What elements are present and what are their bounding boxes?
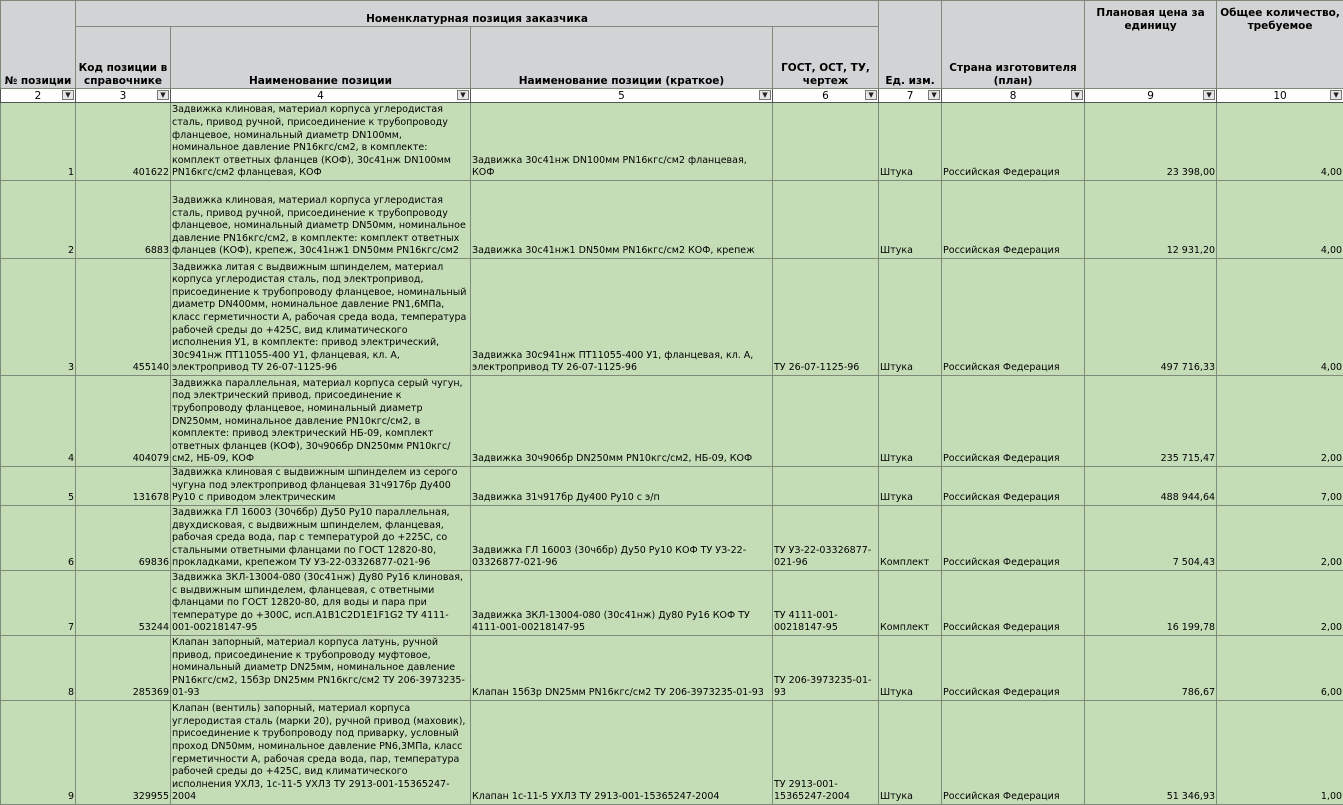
column-number-label: 4 bbox=[317, 89, 324, 102]
cell-name[interactable]: Задвижка клиновая с выдвижным шпинделем из серого чугуна под электропривод фланцевая 31ч917бр Ду400 Ру10 с приводом электрическим bbox=[171, 467, 471, 506]
table-row bbox=[1, 259, 1343, 376]
column-number-label: 8 bbox=[1009, 89, 1017, 102]
table-row bbox=[1, 636, 1343, 701]
column-number-label: 10 bbox=[1273, 89, 1287, 102]
table-row bbox=[1, 181, 1343, 259]
table-row bbox=[1, 506, 1343, 571]
cell-position-number[interactable]: 1 bbox=[1, 103, 76, 181]
cell-short-name[interactable]: Задвижка 31ч917бр Ду400 Ру10 с э/п bbox=[471, 467, 773, 506]
cell-short-name[interactable]: Задвижка 30ч906бр DN250мм PN10кгс/см2, НБ-09, КОФ bbox=[471, 376, 773, 467]
cell-unit[interactable]: Штука bbox=[879, 701, 942, 805]
col-header-position-number[interactable]: № позиции bbox=[1, 1, 76, 89]
filter-cell bbox=[1085, 89, 1217, 103]
cell-gost[interactable]: ТУ УЗ-22-03326877-021-96 bbox=[773, 506, 879, 571]
cell-name[interactable]: Клапан (вентиль) запорный, материал корпуса углеродистая сталь (марки 20), ручной привод (маховик), присоединение к трубопроводу под приварку, условный проход DN50мм, номинальное давление PN6,3МПа, класс герметичности А, рабочая среда вода, пар, температура рабочей среды до +425С, вид климатического исполнения УХЛ3, 1с-11-5 УХЛ3 ТУ 2913-001-15365247-2004 bbox=[171, 701, 471, 805]
col-header-group-customer-nomenclature[interactable]: Номенклатурная позиция заказчика bbox=[76, 1, 879, 27]
cell-name[interactable]: Задвижка параллельная, материал корпуса серый чугун, под электрический привод, присоединение к трубопроводу фланцевое, номинальный диаметр DN250мм, номинальное давление PN10кгс/см2, в комплекте: привод электрический НБ-09, комплект ответных фланцев (КОФ), 30ч906бр DN250мм PN10кгс/см2, НБ-09, КОФ bbox=[171, 376, 471, 467]
cell-short-name[interactable]: Задвижка 30с941нж ПТ11055-400 У1, фланцевая, кл. А, электропривод ТУ 26-07-1125-96 bbox=[471, 259, 773, 376]
cell-country[interactable]: Российская Федерация bbox=[942, 467, 1085, 506]
filter-dropdown-icon[interactable]: ▼ bbox=[457, 90, 469, 100]
cell-gost[interactable] bbox=[773, 467, 879, 506]
cell-code[interactable]: 329955 bbox=[76, 701, 171, 805]
filter-dropdown-icon[interactable]: ▼ bbox=[1071, 90, 1083, 100]
cell-position-number[interactable]: 6 bbox=[1, 506, 76, 571]
cell-code[interactable]: 53244 bbox=[76, 571, 171, 636]
filter-dropdown-icon[interactable]: ▼ bbox=[1330, 90, 1342, 100]
cell-price[interactable]: 497 716,33 bbox=[1085, 259, 1217, 376]
cell-quantity[interactable]: 4,00 bbox=[1217, 181, 1343, 259]
cell-short-name[interactable]: Задвижка 30с41нж DN100мм PN16кгс/см2 фланцевая, КОФ bbox=[471, 103, 773, 181]
filter-cell bbox=[76, 89, 171, 103]
cell-short-name[interactable]: Клапан 15б3р DN25мм PN16кгс/см2 ТУ 206-3973235-01-93 bbox=[471, 636, 773, 701]
cell-quantity[interactable]: 2,00 bbox=[1217, 376, 1343, 467]
cell-unit[interactable]: Комплект bbox=[879, 506, 942, 571]
col-header-planned-price[interactable]: Плановая цена за единицу bbox=[1085, 1, 1217, 89]
cell-country[interactable]: Российская Федерация bbox=[942, 103, 1085, 181]
cell-unit[interactable]: Штука bbox=[879, 636, 942, 701]
cell-code[interactable]: 455140 bbox=[76, 259, 171, 376]
col-header-total-quantity[interactable]: Общее количество, требуемое bbox=[1217, 1, 1343, 89]
filter-cell bbox=[1, 89, 76, 103]
cell-code[interactable]: 131678 bbox=[76, 467, 171, 506]
cell-country[interactable]: Российская Федерация bbox=[942, 636, 1085, 701]
cell-name[interactable]: Задвижка клиновая, материал корпуса углеродистая сталь, привод ручной, присоединение к трубопроводу фланцевое, номинальный диаметр DN100мм, номинальное давление PN16кгс/см2, в комплекте: комплект ответных фланцев (КОФ), 30с41нж DN100мм PN16кгс/см2 фланцевая, КОФ bbox=[171, 103, 471, 181]
filter-cell bbox=[879, 89, 942, 103]
cell-short-name[interactable]: Клапан 1с-11-5 УХЛ3 ТУ 2913-001-15365247-2004 bbox=[471, 701, 773, 805]
cell-gost[interactable]: ТУ 26-07-1125-96 bbox=[773, 259, 879, 376]
cell-price[interactable]: 7 504,43 bbox=[1085, 506, 1217, 571]
filter-dropdown-icon[interactable]: ▼ bbox=[928, 90, 940, 100]
filter-row bbox=[1, 89, 1343, 103]
cell-quantity[interactable]: 4,00 bbox=[1217, 103, 1343, 181]
filter-dropdown-icon[interactable]: ▼ bbox=[865, 90, 877, 100]
filter-cell bbox=[942, 89, 1085, 103]
filter-cell bbox=[773, 89, 879, 103]
cell-position-number[interactable]: 8 bbox=[1, 636, 76, 701]
cell-price[interactable]: 51 346,93 bbox=[1085, 701, 1217, 805]
cell-name[interactable]: Задвижка ГЛ 16003 (30ч6бр) Ду50 Ру10 параллельная, двухдисковая, с выдвижным шпинделем, фланцевая, рабочая среда вода, пар с температурой до +225С, со стальными ответными фланцами по ГОСТ 12820-80, прокладками, крепежом ТУ УЗ-22-03326877-021-96 bbox=[171, 506, 471, 571]
cell-position-number[interactable]: 3 bbox=[1, 259, 76, 376]
table-body bbox=[1, 103, 1343, 805]
cell-code[interactable]: 401622 bbox=[76, 103, 171, 181]
cell-unit[interactable]: Штука bbox=[879, 181, 942, 259]
col-header-short-name[interactable]: Наименование позиции (краткое) bbox=[471, 27, 773, 89]
cell-position-number[interactable]: 5 bbox=[1, 467, 76, 506]
cell-name[interactable]: Клапан запорный, материал корпуса латунь, ручной привод, присоединение к трубопроводу муфтовое, номинальный диаметр DN25мм, номинальное давление PN16кгс/см2, 15б3р DN25мм PN16кгс/см2 ТУ 206-3973235-01-93 bbox=[171, 636, 471, 701]
column-number-label: 5 bbox=[618, 89, 625, 102]
table-row bbox=[1, 701, 1343, 805]
cell-gost[interactable]: ТУ 206-3973235-01-93 bbox=[773, 636, 879, 701]
cell-gost[interactable] bbox=[773, 103, 879, 181]
cell-quantity[interactable]: 2,00 bbox=[1217, 506, 1343, 571]
cell-name[interactable]: Задвижка клиновая, материал корпуса углеродистая сталь, привод ручной, присоединение к трубопроводу фланцевое, номинальный диаметр DN50мм, номинальное давление PN16кгс/см2, в комплекте: комплект ответных фланцев (КОФ), крепеж, 30с41нж1 DN50мм PN16кгс/см2 bbox=[171, 181, 471, 259]
cell-short-name[interactable]: Задвижка ЗКЛ-13004-080 (30с41нж) Ду80 Ру16 КОФ ТУ 4111-001-00218147-95 bbox=[471, 571, 773, 636]
cell-unit[interactable]: Штука bbox=[879, 259, 942, 376]
cell-price[interactable]: 12 931,20 bbox=[1085, 181, 1217, 259]
filter-cell bbox=[471, 89, 773, 103]
table-row bbox=[1, 571, 1343, 636]
cell-unit[interactable]: Штука bbox=[879, 467, 942, 506]
cell-quantity[interactable]: 2,00 bbox=[1217, 571, 1343, 636]
cell-country[interactable]: Российская Федерация bbox=[942, 701, 1085, 805]
filter-dropdown-icon[interactable]: ▼ bbox=[157, 90, 169, 100]
cell-country[interactable]: Российская Федерация bbox=[942, 571, 1085, 636]
cell-code[interactable]: 69836 bbox=[76, 506, 171, 571]
cell-price[interactable]: 786,67 bbox=[1085, 636, 1217, 701]
col-header-gost[interactable]: ГОСТ, ОСТ, ТУ, чертеж bbox=[773, 27, 879, 89]
cell-country[interactable]: Российская Федерация bbox=[942, 181, 1085, 259]
cell-unit[interactable]: Штука bbox=[879, 103, 942, 181]
cell-gost[interactable] bbox=[773, 376, 879, 467]
col-header-code[interactable]: Код позиции в справочнике bbox=[76, 27, 171, 89]
cell-short-name[interactable]: Задвижка ГЛ 16003 (30ч6бр) Ду50 Ру10 КОФ ТУ УЗ-22-03326877-021-96 bbox=[471, 506, 773, 571]
column-number-label: 3 bbox=[119, 89, 127, 102]
cell-quantity[interactable]: 4,00 bbox=[1217, 259, 1343, 376]
cell-price[interactable]: 23 398,00 bbox=[1085, 103, 1217, 181]
cell-country[interactable]: Российская Федерация bbox=[942, 259, 1085, 376]
col-header-country[interactable]: Страна изготовителя (план) bbox=[942, 1, 1085, 89]
cell-short-name[interactable]: Задвижка 30с41нж1 DN50мм PN16кгс/см2 КОФ, крепеж bbox=[471, 181, 773, 259]
cell-position-number[interactable]: 2 bbox=[1, 181, 76, 259]
column-number-label: 9 bbox=[1147, 89, 1154, 102]
cell-quantity[interactable]: 7,00 bbox=[1217, 467, 1343, 506]
cell-gost[interactable]: ТУ 2913-001-15365247-2004 bbox=[773, 701, 879, 805]
cell-unit[interactable]: Комплект bbox=[879, 571, 942, 636]
column-number-label: 7 bbox=[906, 89, 914, 102]
filter-dropdown-icon[interactable]: ▼ bbox=[1203, 90, 1215, 100]
filter-cell bbox=[171, 89, 471, 103]
cell-price[interactable]: 235 715,47 bbox=[1085, 376, 1217, 467]
cell-unit[interactable]: Штука bbox=[879, 376, 942, 467]
cell-country[interactable]: Российская Федерация bbox=[942, 506, 1085, 571]
cell-country[interactable]: Российская Федерация bbox=[942, 376, 1085, 467]
filter-dropdown-icon[interactable]: ▼ bbox=[62, 90, 74, 100]
cell-code[interactable]: 404079 bbox=[76, 376, 171, 467]
table-row bbox=[1, 467, 1343, 506]
col-header-name[interactable]: Наименование позиции bbox=[171, 27, 471, 89]
cell-quantity[interactable]: 6,00 bbox=[1217, 636, 1343, 701]
cell-position-number[interactable]: 7 bbox=[1, 571, 76, 636]
column-number-label: 6 bbox=[822, 89, 829, 102]
cell-position-number[interactable]: 4 bbox=[1, 376, 76, 467]
cell-name[interactable]: Задвижка литая с выдвижным шпинделем, материал корпуса углеродистая сталь, под электропривод, присоединение к трубопроводу фланцевое, номинальный диаметр DN400мм, номинальное давление PN1,6МПа, класс герметичности А, рабочая среда вода, температура рабочей среды до +425С, вид климатического исполнения У1, в комплекте: привод электрический, 30с941нж ПТ11055-400 У1, фланцевая, кл. А, электропривод ТУ 26-07-1125-96 bbox=[171, 259, 471, 376]
cell-price[interactable]: 488 944,64 bbox=[1085, 467, 1217, 506]
cell-name[interactable]: Задвижка ЗКЛ-13004-080 (30с41нж) Ду80 Ру16 клиновая, с выдвижным шпинделем, фланцевая, с ответными фланцами по ГОСТ 12820-80, для воды и пара при температуре до +300С, исп.А1В1С2D1Е1F1G2 ТУ 4111-001-00218147-95 bbox=[171, 571, 471, 636]
cell-code[interactable]: 285369 bbox=[76, 636, 171, 701]
cell-gost[interactable] bbox=[773, 181, 879, 259]
cell-gost[interactable]: ТУ 4111-001-00218147-95 bbox=[773, 571, 879, 636]
filter-cell bbox=[1217, 89, 1343, 103]
cell-quantity[interactable]: 1,00 bbox=[1217, 701, 1343, 805]
cell-price[interactable]: 16 199,78 bbox=[1085, 571, 1217, 636]
table-row bbox=[1, 103, 1343, 181]
cell-code[interactable]: 6883 bbox=[76, 181, 171, 259]
table-row bbox=[1, 376, 1343, 467]
filter-dropdown-icon[interactable]: ▼ bbox=[759, 90, 771, 100]
cell-position-number[interactable]: 9 bbox=[1, 701, 76, 805]
column-number-label: 2 bbox=[34, 89, 42, 102]
col-header-unit[interactable]: Ед. изм. bbox=[879, 1, 942, 89]
